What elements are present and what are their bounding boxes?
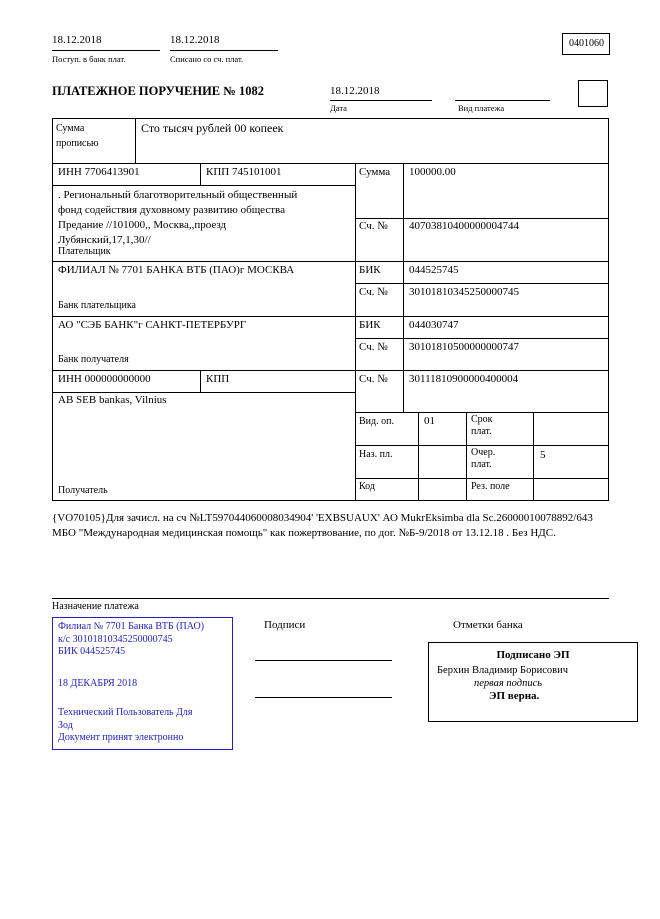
document-date-label: Дата — [330, 103, 347, 113]
payer-bank-label: Банк плательщика — [58, 300, 136, 311]
border-line — [355, 445, 609, 446]
border-line — [355, 338, 609, 339]
border-line — [608, 163, 609, 501]
priority-label: Очер. плат. — [471, 447, 496, 470]
payee-bank-name: АО "СЭБ БАНК"г САНКТ-ПЕТЕРБУРГ — [58, 319, 247, 331]
amount-words-value: Сто тысяч рублей 00 копеек — [141, 121, 284, 135]
document-date: 18.12.2018 — [330, 85, 380, 97]
payer-account-value: 40703810400000004744 — [409, 220, 519, 232]
bank-marks-label: Отметки банка — [453, 619, 523, 631]
signed-title: Подписано ЭП — [496, 649, 570, 661]
stamp-bank-line: Филиал № 7701 Банка ВТБ (ПАО) — [58, 621, 205, 632]
payee-account-label: Сч. № — [359, 373, 388, 385]
payer-bank-name: ФИЛИАЛ № 7701 БАНКА ВТБ (ПАО)г МОСКВА — [58, 264, 295, 276]
form-code: 0401060 — [569, 38, 604, 49]
amount-words-label: Сумма прописью — [56, 123, 99, 149]
amount-value: 100000.00 — [409, 166, 456, 178]
border-line — [608, 118, 609, 163]
payment-kind-rule — [455, 100, 550, 101]
payer-account-label: Сч. № — [359, 220, 388, 232]
payee-bank-label: Банк получателя — [58, 354, 129, 365]
payee-kpp-label: КПП — [206, 373, 230, 385]
payer-bank-account-label: Сч. № — [359, 286, 388, 298]
signer-name: Берхин Владимир Борисович — [437, 665, 568, 676]
border-line — [52, 261, 609, 262]
purpose-text: {VO70105}Для зачисл. на сч №LT597044060008034904' 'EXBSUAUX' АО MukrEksimba dla Sc.26000010078892/643 МБО "Международная медицинская помощь" как пожертвование, по дог. №Б-9/2018 от 13.12.18 . Без НДС. — [52, 512, 593, 539]
border-line — [52, 163, 609, 164]
stamp-corr-account: к/с 30101810345250000745 — [58, 633, 173, 645]
status-box — [578, 80, 608, 107]
payer-kpp: КПП 745101001 — [206, 166, 282, 178]
border-line — [403, 163, 404, 413]
border-line — [355, 478, 609, 479]
signature-line-1 — [255, 660, 392, 661]
received-date-label: Поступ. в банк плат. — [52, 54, 126, 64]
payer-bank-bik-label: БИК — [359, 264, 381, 276]
signatures-label: Подписи — [264, 619, 306, 631]
reserve-field-label: Рез. поле — [471, 481, 510, 492]
document-date-rule — [330, 100, 432, 101]
border-line — [355, 283, 609, 284]
debited-date-label: Списано со сч. плат. — [170, 54, 244, 64]
payee-label: Получатель — [58, 485, 108, 496]
pay-term-label: Срок плат. — [471, 414, 493, 437]
border-line — [200, 370, 201, 393]
bank-marks-box — [428, 642, 638, 722]
document-title: ПЛАТЕЖНОЕ ПОРУЧЕНИЕ № 1082 — [52, 84, 264, 98]
border-line — [533, 412, 534, 501]
purpose-rule — [52, 598, 609, 599]
border-line — [355, 412, 609, 413]
signature-line-2 — [255, 697, 392, 698]
payer-bank-bik-value: 044525745 — [409, 264, 459, 276]
bank-stamp-box — [52, 617, 233, 750]
border-line — [52, 163, 53, 501]
payee-bank-account-label: Сч. № — [359, 341, 388, 353]
received-date-rule — [52, 50, 160, 51]
payer-label: Плательщик — [58, 246, 111, 257]
payee-bank-bik-label: БИК — [359, 319, 381, 331]
signer-role: первая подпись — [474, 678, 543, 689]
payee-bank-bik-value: 044030747 — [409, 319, 459, 331]
signature-valid-note: ЭП верна. — [489, 690, 540, 702]
border-line — [418, 412, 419, 501]
border-line — [355, 163, 356, 501]
amount-label: Сумма — [359, 166, 391, 178]
stamp-bik: БИК 044525745 — [58, 646, 126, 657]
payment-kind-label: Вид платежа — [458, 103, 505, 113]
payer-name: . Региональный благотворительный общественный фонд содействия духовному развитию общества Предание //101000,, Москва,,проезд Лубянский,17,1,30// — [58, 189, 298, 246]
purpose-label: Назначение платежа — [52, 601, 139, 612]
border-line — [52, 118, 53, 163]
op-kind-label: Вид. оп. — [359, 416, 394, 427]
payee-inn: ИНН 000000000000 — [58, 373, 151, 385]
debited-date-rule — [170, 50, 278, 51]
stamp-note: Документ принят электронно — [58, 732, 184, 743]
border-line — [52, 392, 356, 393]
payee-account-value: 30111810900000400004 — [409, 373, 519, 385]
border-line — [52, 316, 609, 317]
payer-inn: ИНН 7706413901 — [58, 166, 140, 178]
payee-name: AB SEB bankas, Vilnius — [58, 394, 167, 406]
border-line — [135, 118, 136, 163]
received-date-value: 18.12.2018 — [52, 34, 102, 46]
payee-bank-account-value: 30101810500000000747 — [409, 341, 519, 353]
border-line — [355, 218, 609, 219]
border-line — [52, 370, 609, 371]
border-line — [200, 163, 201, 186]
code-label: Код — [359, 481, 375, 492]
op-kind-value: 01 — [424, 415, 435, 427]
payer-bank-account-value: 30101810345250000745 — [409, 286, 519, 298]
stamp-date: 18 ДЕКАБРЯ 2018 — [58, 677, 138, 689]
border-line — [52, 185, 356, 186]
form-code-box — [562, 33, 610, 55]
debited-date-value: 18.12.2018 — [170, 34, 220, 46]
purpose-code-label: Наз. пл. — [359, 449, 393, 460]
border-line — [52, 500, 609, 501]
stamp-user: Технический Пользователь Для Зод — [58, 707, 193, 731]
priority-value: 5 — [540, 449, 546, 461]
border-line — [466, 412, 467, 501]
